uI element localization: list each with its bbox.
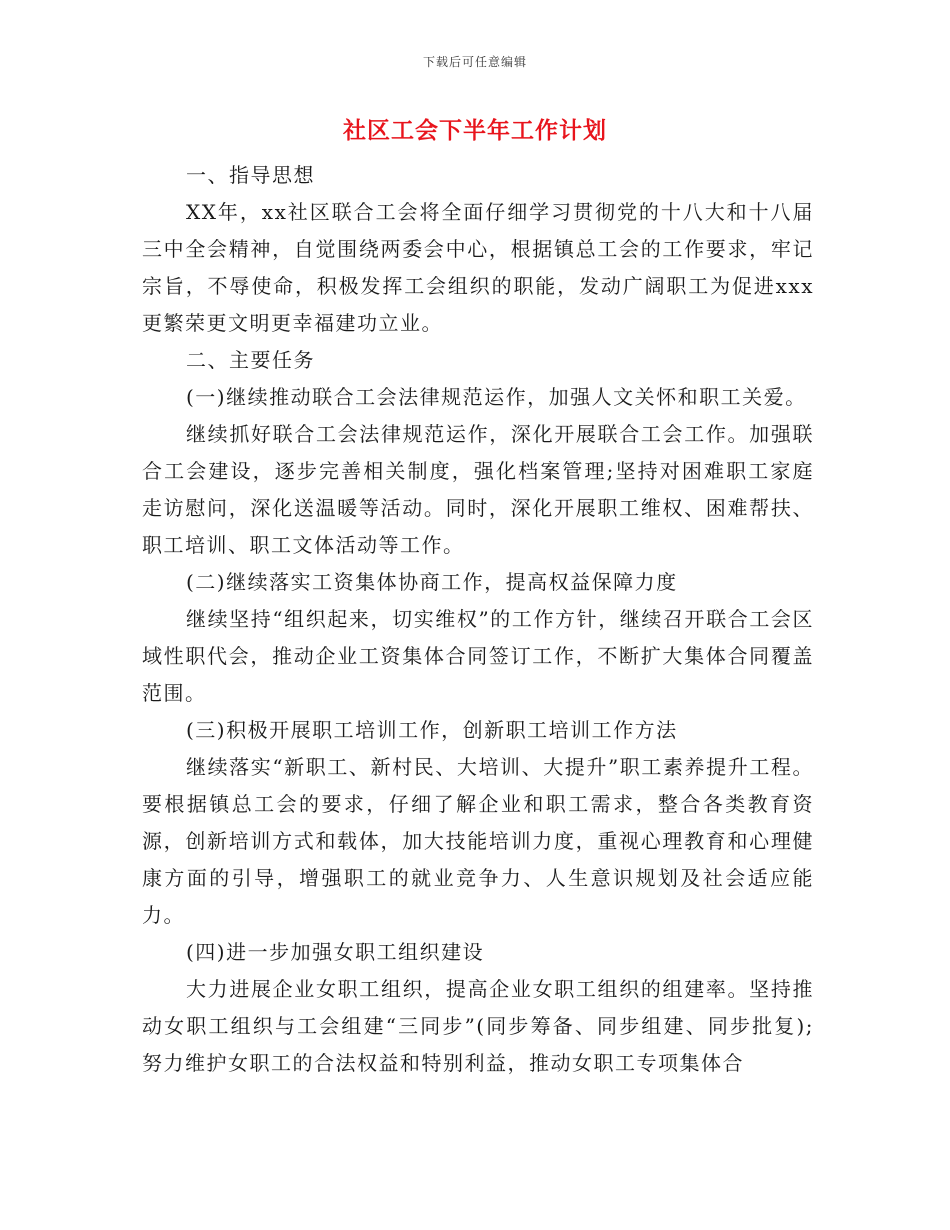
- subheading: (三)积极开展职工培训工作，创新职工培训工作方法: [186, 718, 678, 742]
- subheading: (二)继续落实工资集体协商工作，提高权益保障力度: [186, 570, 678, 594]
- document-title: 社区工会下半年工作计划: [343, 117, 607, 144]
- paragraph: XX年，xx社区联合工会将全面仔细学习贯彻党的十八大和十八届三中全会精神，自觉围绕两委会中心，根据镇总工会的工作要求，牢记宗旨，不辱使命，积极发挥工会组织的职能，发动广阔职工为促进xxx更繁荣更文明更幸福建功立业。: [142, 200, 814, 335]
- subheading: (一)继续推动联合工会法律规范运作，加强人文关怀和职工关爱。: [186, 385, 807, 409]
- section-heading-guiding-thought: 一、指导思想: [186, 163, 315, 187]
- paragraph: 继续落实“新职工、新村民、大培训、大提升”职工素养提升工程。要根据镇总工会的要求，仔细了解企业和职工需求，整合各类教育资源，创新培训方式和载体，加大技能培训力度，重视心理教育和心理健康方面的引导，增强职工的就业竞争力、人生意识规划及社会适应能力。: [142, 755, 814, 927]
- section-heading-main-tasks: 二、主要任务: [186, 348, 315, 372]
- paragraph: 继续坚持“组织起来，切实维权”的工作方针，继续召开联合工会区域性职代会，推动企业工资集体合同签订工作，不断扩大集体合同覆盖范围。: [142, 607, 814, 705]
- subheading: (四)进一步加强女职工组织建设: [186, 940, 485, 964]
- header-note: 下载后可任意编辑: [422, 55, 527, 69]
- document-body: [142, 157, 814, 1082]
- paragraph: 继续抓好联合工会法律规范运作，深化开展联合工会工作。加强联合工会建设，逐步完善相关制度，强化档案管理;坚持对困难职工家庭走访慰问，深化送温暖等活动。同时，深化开展职工维权、困难帮扶、职工培训、职工文体活动等工作。: [142, 422, 814, 557]
- paragraph: 大力进展企业女职工组织，提高企业女职工组织的组建率。坚持推动女职工组织与工会组建“三同步”(同步筹备、同步组建、同步批复);努力维护女职工的合法权益和特别利益，推动女职工专项集体合: [142, 977, 814, 1075]
